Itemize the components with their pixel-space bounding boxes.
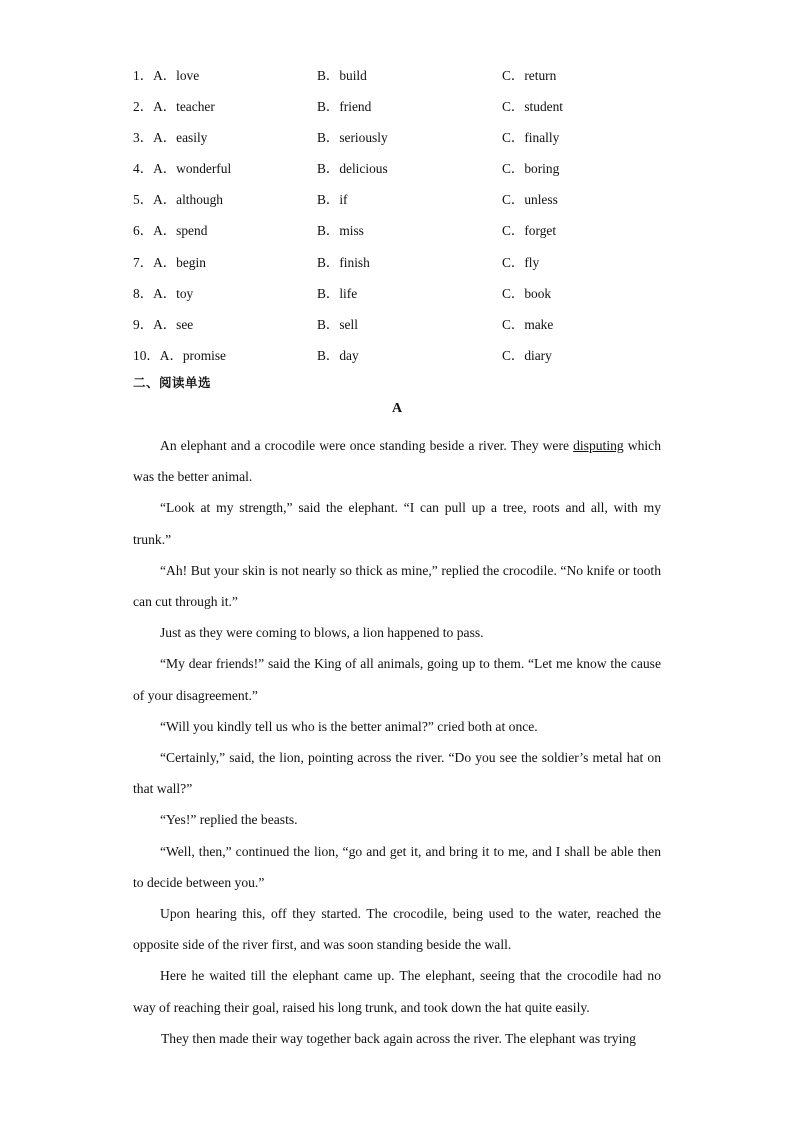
option-a: 2．A．teacher bbox=[133, 99, 215, 115]
paragraph-1 bbox=[133, 430, 661, 492]
underlined-word: disputing bbox=[573, 438, 624, 453]
option-row-1 bbox=[133, 66, 673, 97]
option-b: B．sell bbox=[317, 316, 358, 332]
paragraph-text: An elephant and a crocodile were once standing beside a river. They were bbox=[160, 438, 574, 453]
option-a: 10．A．promise bbox=[133, 347, 226, 363]
paragraph-6: “Will you kindly tell us who is the better animal?” cried both at once. bbox=[160, 718, 538, 734]
option-c: C．unless bbox=[502, 192, 558, 208]
option-a: 9．A．see bbox=[133, 316, 194, 332]
option-b: B．miss bbox=[317, 223, 364, 239]
paragraph-10: Upon hearing this, off they started. The crocodile, being used to the water, reached the opposite side of the river first, and was soon standing beside the wall. bbox=[133, 906, 661, 953]
section-heading: 二、阅读单选 bbox=[133, 375, 212, 390]
option-a: 6．A．spend bbox=[133, 223, 208, 239]
paragraph-text: which was the better animal. bbox=[133, 438, 661, 485]
option-a: 5．A．although bbox=[133, 192, 224, 208]
option-b: B．delicious bbox=[317, 161, 388, 177]
paragraph-11: Here he waited till the elephant came up. The elephant, seeing that the crocodile had no way of reaching their goal, raised his long trunk, and took down the hat quite easily. bbox=[133, 968, 661, 1015]
option-c: C．finally bbox=[502, 130, 560, 146]
paragraph-5: “My dear friends!” said the King of all animals, going up to them. “Let me know the cause of your disagreement.” bbox=[133, 656, 661, 703]
option-row-6 bbox=[133, 221, 673, 252]
option-row-8 bbox=[133, 284, 673, 315]
option-a: 4．A．wonderful bbox=[133, 161, 232, 177]
option-row-4 bbox=[133, 159, 673, 190]
option-row-5 bbox=[133, 190, 673, 221]
option-c: C．make bbox=[502, 316, 554, 332]
option-row-7 bbox=[133, 253, 673, 284]
option-a: 1．A．love bbox=[133, 68, 200, 83]
option-row-10 bbox=[133, 346, 673, 377]
option-a: 3．A．easily bbox=[133, 130, 208, 146]
option-a: 7．A．begin bbox=[133, 254, 206, 270]
option-b: B．finish bbox=[317, 254, 370, 270]
paragraph-8: “Yes!” replied the beasts. bbox=[160, 812, 298, 828]
option-c: C．boring bbox=[502, 161, 560, 177]
option-c: C．return bbox=[502, 68, 557, 83]
option-row-9 bbox=[133, 315, 673, 346]
option-c: C．student bbox=[502, 99, 564, 115]
option-c: C．diary bbox=[502, 347, 552, 363]
option-b: B．seriously bbox=[317, 130, 388, 146]
answer-options-list bbox=[133, 66, 673, 377]
option-b: B．day bbox=[317, 347, 359, 363]
option-a: 8．A．toy bbox=[133, 285, 194, 301]
option-b: B．if bbox=[317, 192, 348, 208]
option-c: C．book bbox=[502, 285, 552, 301]
paragraph-3: “Ah! But your skin is not nearly so thick as mine,” replied the crocodile. “No knife or tooth can cut through it.” bbox=[133, 562, 661, 610]
option-row-3 bbox=[133, 128, 673, 159]
paragraph-2: “Look at my strength,” said the elephant. “I can pull up a tree, roots and all, with my trunk.” bbox=[133, 500, 661, 547]
option-b: B．build bbox=[317, 68, 367, 83]
option-c: C．forget bbox=[502, 223, 557, 239]
option-b: B．friend bbox=[317, 99, 372, 115]
paragraph-12: They then made their way together back again across the river. The elephant was trying bbox=[161, 1030, 636, 1046]
paragraph-7: “Certainly,” said, the lion, pointing across the river. “Do you see the soldier’s metal hat on that wall?” bbox=[133, 750, 661, 797]
paragraph-9: “Well, then,” continued the lion, “go and get it, and bring it to me, and I shall be able then to decide between you.” bbox=[133, 843, 661, 890]
reading-passage bbox=[133, 430, 661, 1054]
option-row-2 bbox=[133, 97, 673, 128]
option-b: B．life bbox=[317, 285, 358, 301]
paragraph-4: Just as they were coming to blows, a lion happened to pass. bbox=[160, 625, 484, 641]
option-c: C．fly bbox=[502, 254, 540, 270]
passage-label: A bbox=[391, 401, 403, 416]
